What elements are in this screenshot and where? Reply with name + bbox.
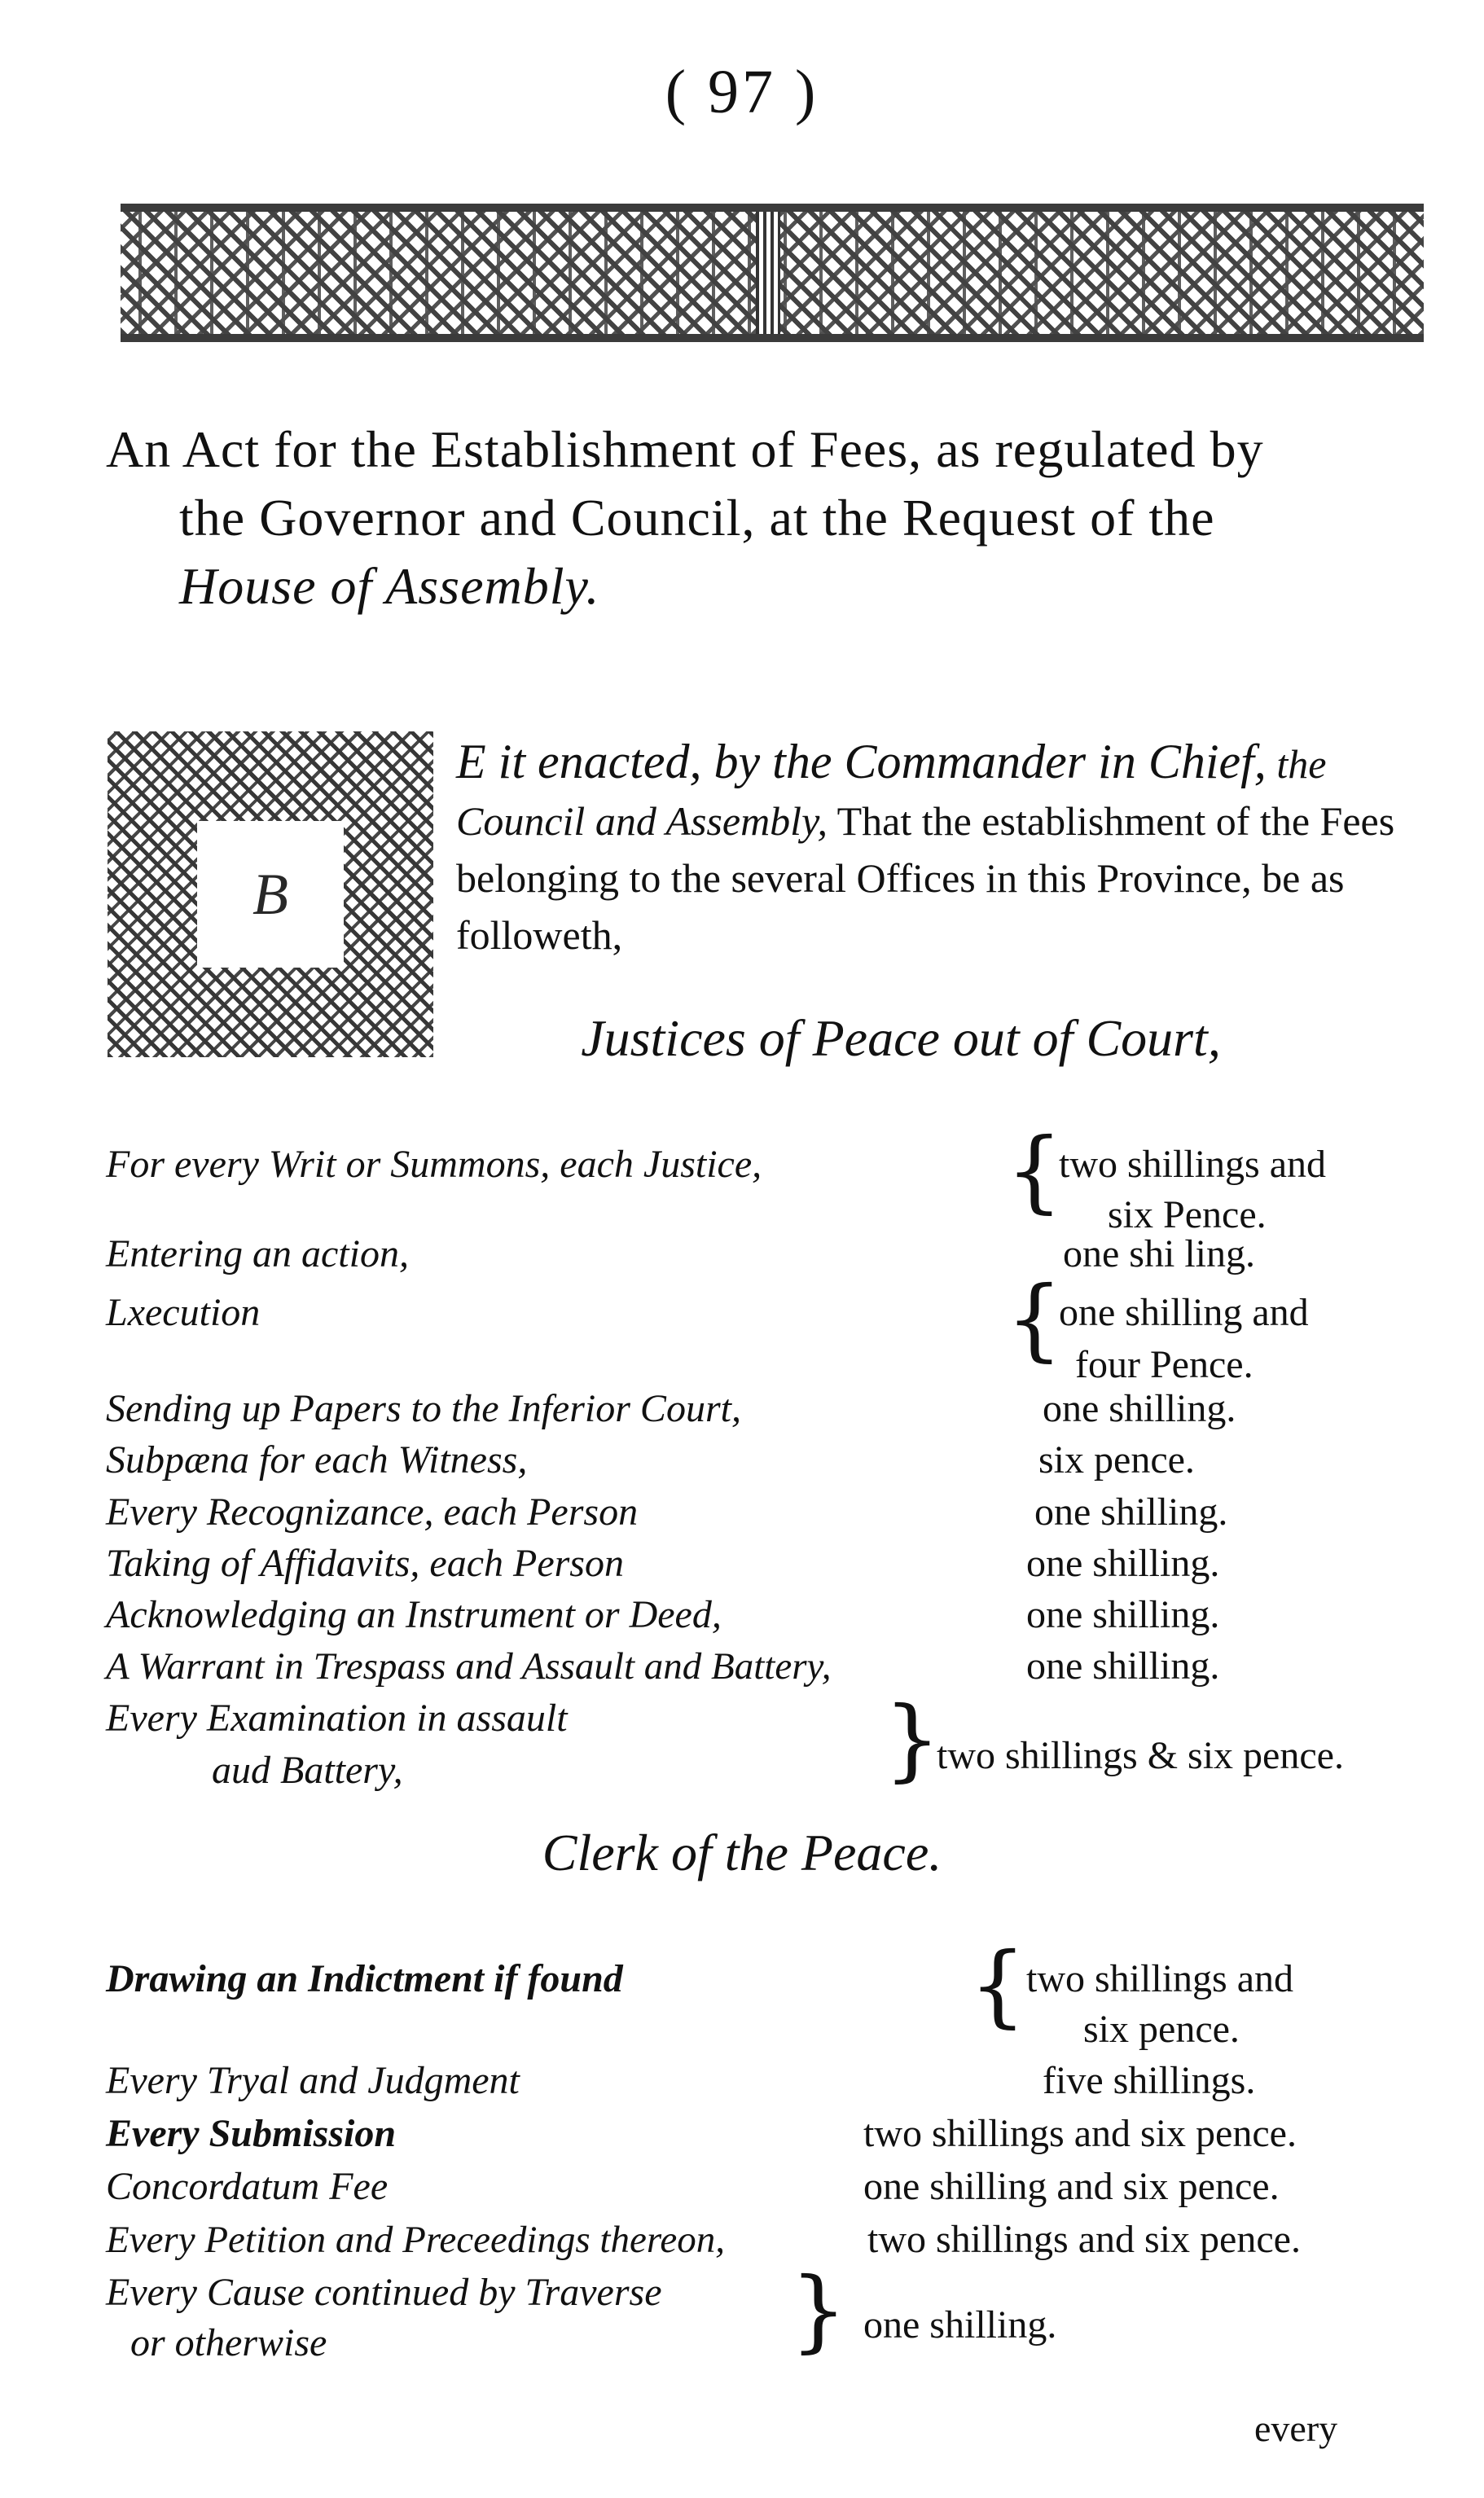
fee-amount-line-1: two shillings and xyxy=(1026,1957,1294,2000)
fee-label: Every Petition and Preceedings thereon, xyxy=(106,2219,726,2261)
fee-amount: one shilling and six pence. xyxy=(863,2165,1280,2208)
fee-amount-line-2: six pence. xyxy=(1083,2008,1240,2051)
enactment-opening: E it enacted, by the Commander in Chief, xyxy=(456,735,1267,788)
justices-section-heading: Justices of Peace out of Court, xyxy=(581,1009,1221,1067)
fee-row xyxy=(106,1267,1425,1386)
fee-label-line-1: Every Cause continued by Traverse xyxy=(106,2271,662,2314)
fee-label: Acknowledging an Instrument or Deed, xyxy=(106,1593,722,1636)
page-number: ( 97 ) xyxy=(665,58,819,126)
fee-row xyxy=(106,2162,1425,2219)
enactment-paragraph xyxy=(456,733,1434,964)
fee-amount-line-1: one shilling and xyxy=(1059,1291,1309,1334)
brace-mark: } xyxy=(884,1687,941,1791)
fee-label: A Warrant in Trespass and Assault and Battery, xyxy=(106,1645,832,1688)
brace-mark: { xyxy=(1006,1118,1063,1223)
fee-amount: two shillings & six pence. xyxy=(937,1734,1344,1777)
fee-label-line-2: or otherwise xyxy=(130,2321,327,2364)
fee-amount: two shillings and six pence. xyxy=(863,2112,1297,2155)
ornament-divider xyxy=(756,212,780,334)
fee-row xyxy=(106,1687,1425,1800)
brace-mark: { xyxy=(1006,1267,1063,1371)
act-title-line-1: An Act for the Establishment of Fees, as regulated by xyxy=(106,420,1264,478)
fee-row xyxy=(106,2057,1425,2114)
act-title-line-2: the Governor and Council, at the Request of the xyxy=(179,489,1215,547)
catchword: every xyxy=(1254,2408,1338,2449)
fee-label: Sending up Papers to the Inferior Court, xyxy=(106,1387,741,1430)
fee-amount: five shillings. xyxy=(1043,2059,1256,2102)
fee-row xyxy=(106,1488,1425,1545)
fee-label: Every Tryal and Judgment xyxy=(106,2059,520,2102)
fee-label-line-2: aud Battery, xyxy=(212,1749,403,1792)
fee-amount: two shillings and six pence. xyxy=(867,2218,1301,2261)
fee-amount: one shilling. xyxy=(1043,1387,1236,1430)
fee-row xyxy=(106,1591,1425,1648)
fee-row xyxy=(106,1385,1425,1442)
fee-amount: one shilling. xyxy=(1034,1490,1228,1534)
fee-row xyxy=(106,1230,1425,1287)
act-title-line-3: House of Assembly. xyxy=(179,557,600,615)
act-title xyxy=(106,415,1442,621)
fee-amount: one shilling. xyxy=(1026,1542,1220,1585)
fee-row xyxy=(106,2215,1425,2272)
fee-row xyxy=(106,1436,1425,1493)
fee-amount: one shilling. xyxy=(863,2303,1057,2347)
fee-amount: one shi ling. xyxy=(1063,1232,1255,1275)
header-ornament xyxy=(121,204,1424,342)
fee-label-line-1: Every Examination in assault xyxy=(106,1697,568,1740)
fee-amount-line-2: four Pence. xyxy=(1075,1343,1253,1386)
fee-amount-line-2: six Pence. xyxy=(1108,1193,1267,1236)
enactment-text: That the establishment of the Fees belonging to the several Offices in this Province, be as followeth, xyxy=(456,798,1395,958)
fee-amount-line-1: two shillings and xyxy=(1059,1143,1327,1186)
fee-label: Subpæna for each Witness, xyxy=(106,1438,528,1482)
fee-row xyxy=(106,1933,1425,2051)
brace-mark: } xyxy=(790,2258,847,2362)
fee-row xyxy=(106,2109,1425,2167)
fee-label: Entering an action, xyxy=(106,1232,409,1275)
fee-row xyxy=(106,1118,1425,1236)
clerk-section-heading: Clerk of the Peace. xyxy=(542,1824,942,1881)
fee-label: Every Recognizance, each Person xyxy=(106,1490,639,1534)
fee-amount: six pence. xyxy=(1038,1438,1195,1482)
fee-label: Every Submission xyxy=(106,2112,397,2155)
fee-label: Lxecution xyxy=(106,1291,261,1334)
fee-row xyxy=(106,1642,1425,1699)
fee-label: Concordatum Fee xyxy=(106,2165,389,2208)
enactment-parties: the Council and Assembly, xyxy=(456,741,1327,844)
brace-mark: { xyxy=(969,1933,1026,2037)
fee-label: Drawing an Indictment if found xyxy=(106,1957,623,2000)
fee-row xyxy=(106,2258,1425,2374)
drop-cap-letter: B xyxy=(197,821,344,968)
fee-row xyxy=(106,1539,1425,1596)
fee-label: For every Writ or Summons, each Justice, xyxy=(106,1143,762,1186)
fee-amount: one shilling. xyxy=(1026,1644,1220,1688)
fee-amount: one shilling. xyxy=(1026,1593,1220,1636)
fee-label: Taking of Affidavits, each Person xyxy=(106,1542,624,1585)
